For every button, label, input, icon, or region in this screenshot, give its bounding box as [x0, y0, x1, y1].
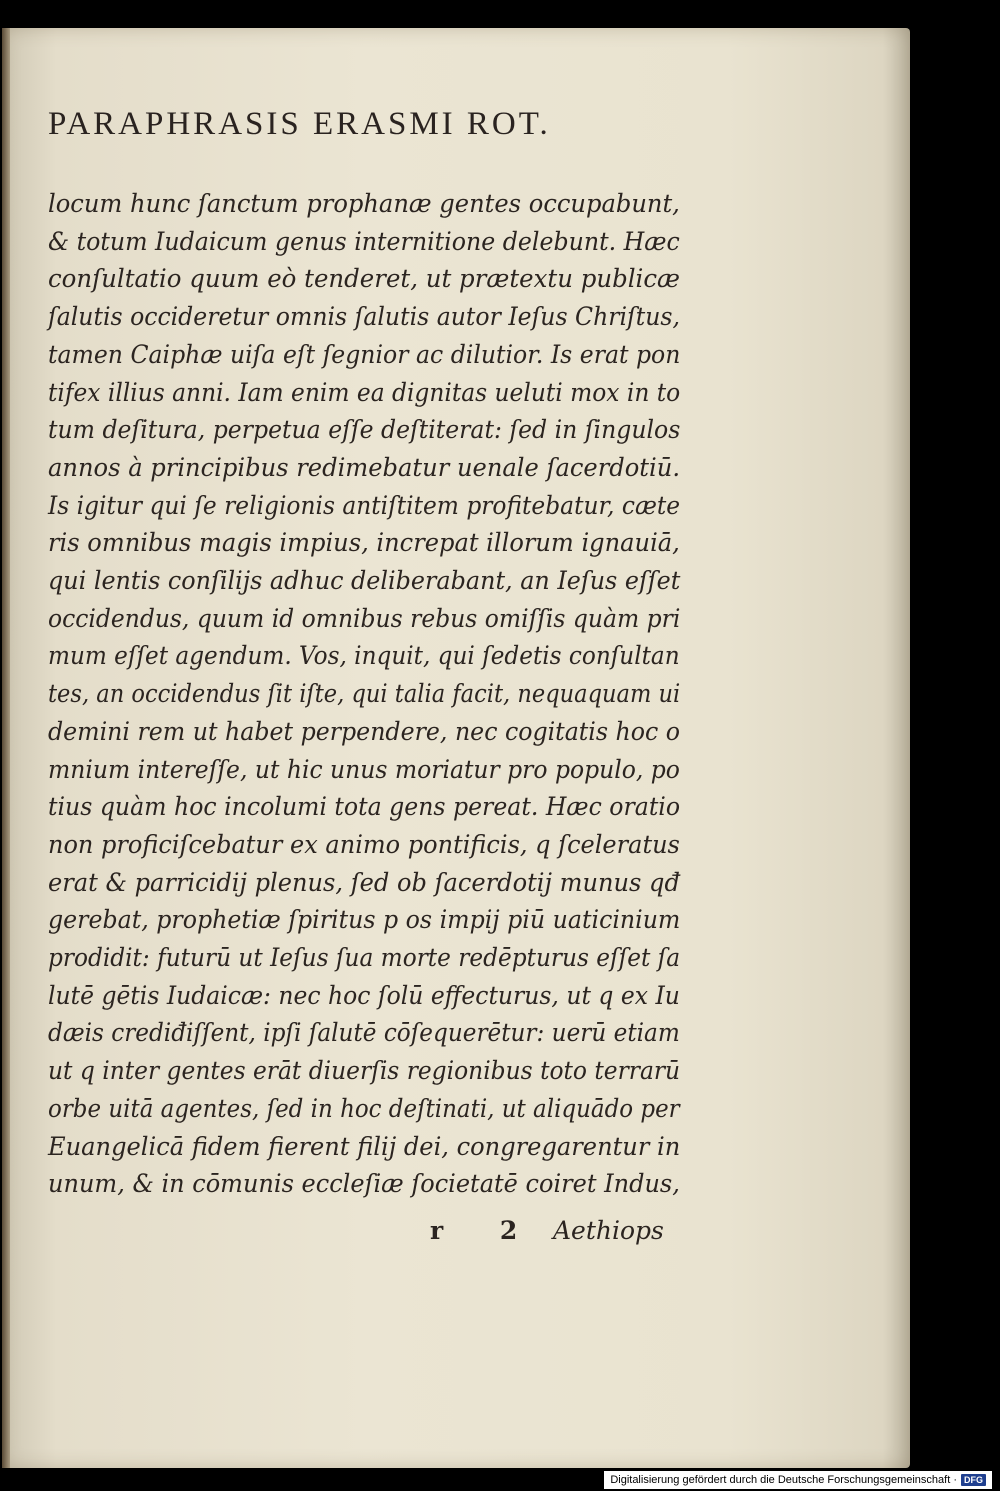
- text-line: conſultatio quum eò tenderet, ut prætextu publicæ: [48, 264, 680, 295]
- text-line: occidendus, quum id omnibus rebus omiſſis quàm pri: [48, 603, 681, 634]
- text-line: locum hunc ſanctum prophanæ gentes occupabunt,: [48, 189, 680, 219]
- text-line: unum, & in cōmunis eccleſiæ ſocietatē coiret Indus,: [48, 1169, 680, 1200]
- text-line: tamen Caiphæ uiſa eſt ſegnior ac dilutior. Is erat pon: [48, 339, 681, 370]
- text-line: mum eſſet agendum. Vos, inquit, qui ſedetis conſultan: [48, 641, 680, 672]
- signature-mark: r 2: [430, 1216, 542, 1245]
- funding-credit: [604, 1471, 992, 1489]
- text-line: tifex illius anni. Iam enim ea dignitas ueluti mox in to: [48, 377, 681, 408]
- text-line: tum deſitura, perpetua eſſe deſtiterat: ſed in ſingulos: [48, 415, 681, 446]
- text-line: annos à principibus redimebatur uenale ſacerdotiū.: [48, 452, 681, 483]
- text-line: orbe uitā agentes, ſed in hoc deſtinati, ut aliquādo per: [48, 1093, 680, 1124]
- text-line: ut q inter gentes erāt diuerſis regionibus toto terrarū: [48, 1056, 681, 1087]
- book-page: [2, 28, 910, 1468]
- text-line: tius quàm hoc incolumi tota gens pereat. Hæc oratio: [48, 792, 681, 823]
- text-line: lutē gētis Iudaicæ: nec hoc ſolū effecturus, ut q ex Iu: [48, 980, 680, 1011]
- page-gutter: [2, 28, 10, 1468]
- text-line: & totum Iudaicum genus internitione delebunt. Hæc: [48, 226, 680, 257]
- page-footer: [48, 1216, 678, 1256]
- text-line: ſalutis occideretur omnis ſalutis autor Ieſus Chriſtus,: [48, 302, 681, 333]
- text-line: qui lentis conſilijs adhuc deliberabant, an Ieſus eſſet: [48, 566, 681, 597]
- text-line: tes, an occidendus ſit iſte, qui talia facit, nequaquam ui: [48, 679, 681, 710]
- text-line: dæis crediđiſſent, ipſi ſalutē cōſequerētur: uerū etiam: [48, 1018, 680, 1049]
- text-line: gerebat, prophetiæ ſpiritus p os impij piū uaticinium: [48, 905, 681, 936]
- text-line: ris omnibus magis impius, increpat illorum ignauiā,: [48, 528, 680, 559]
- text-line: Is igitur qui ſe religionis antiſtitem profitebatur, cæte: [48, 490, 681, 521]
- catchword: Aethiops: [553, 1216, 664, 1245]
- text-line: Euangelicā fidem fierent filij dei, congregarentur in: [48, 1131, 681, 1162]
- body-text: [48, 186, 681, 1204]
- text-line: non proficiſcebatur ex animo pontificis, q ſceleratus: [48, 829, 680, 860]
- text-line: mnium intereſſe, ut hic unus moriatur pro populo, po: [48, 754, 680, 785]
- dfg-logo: DFG: [961, 1474, 986, 1486]
- text-line: demini rem ut habet perpendere, nec cogitatis hoc o: [48, 716, 681, 747]
- credit-text: Digitalisierung gefördert durch die Deutsche Forschungsgemeinschaft ·: [610, 1474, 957, 1486]
- text-line: erat & parricidij plenus, ſed ob ſacerdotij munus qđ: [48, 867, 680, 898]
- running-header: PARAPHRASIS ERASMI ROT.: [48, 106, 551, 142]
- text-line: prodidit: futurū ut Ieſus ſua morte redēpturus eſſet ſa: [48, 943, 681, 974]
